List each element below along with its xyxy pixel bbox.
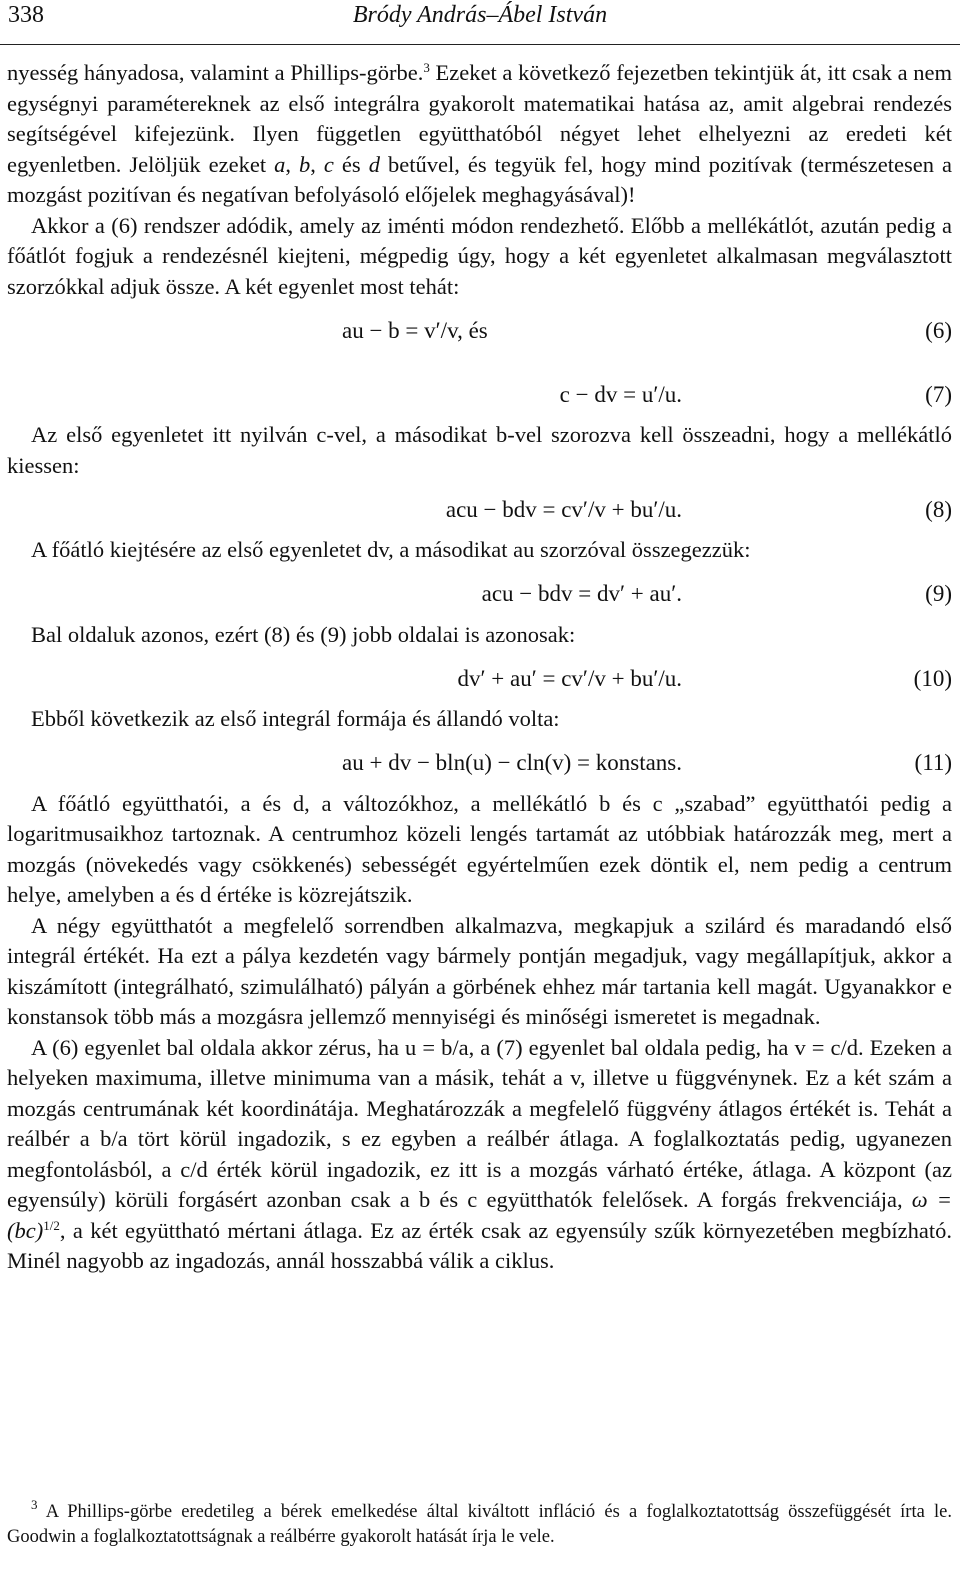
- omega-exponent: 1/2: [43, 1217, 60, 1233]
- footnote-text: A Phillips-görbe eredetileg a bérek emelkedése által kiváltott infláció és a foglalkoztatottság összefüggését írta le. Goodwin a foglalkoztatottságnak a reálbérre gyakorolt hatását írja le vele.: [7, 1502, 952, 1547]
- paragraph-4: A főátló kiejtésére az első egyenletet dv, a másodikat au szorzóval összegezzük:: [31, 537, 751, 562]
- paragraph-9-main: A (6) egyenlet bal oldala akkor zérus, ha u = b/a, a (7) egyenlet bal oldala pedig, ha v = c/d. Ezeken a helyeken maximuma, illetve minimuma van a másik, tehát a v, illetve u függvénynek. Ez a két szám a mozgás centrumának két koordinátája. Meghatározzák a megfelelő függvény átlagos értékét is. Tehát a reálbér a b/a tört körül ingadozik, s ez egyben a reálbér átlaga. A foglalkoztatás pedig, ugyanezen megfontolásból, a c/d érték körül ingadozik, ez itt is a mozgás várható értéke, átlaga. A központ (az egyensúly) körüli forgásért azonban csak a b és c együtthatók felelősek. A forgás frekvenciája,: [7, 1034, 952, 1212]
- paragraph-1-start: nyesség hányadosa, valamint a Phillips-görbe.: [7, 60, 424, 85]
- equation-6-formula: au − b = v′/v, és: [342, 317, 488, 343]
- equation-6: [7, 306, 952, 352]
- paragraph-7: A főátló együtthatói, a és d, a változókhoz, a mellékátló b és c „szabad” együtthatói pedig a logaritmusaikhoz tartoznak. A centrumhoz közeli lengés tartamát az utóbbiak határozzák meg, mert a mozgás (növekedés vagy csökkenés) sebességét egyértelműen ezek döntik el, nem pedig a centrum helye, amelyben a és d értéke is közrejátszik.: [7, 790, 952, 907]
- equation-9-formula: acu − bdv = dv′ + au′.: [481, 581, 682, 606]
- separator: ,: [310, 151, 324, 177]
- footnote-3: [7, 1497, 952, 1550]
- page-header: [0, 0, 960, 45]
- paragraph-1: [7, 58, 952, 211]
- var-a: a: [274, 151, 286, 177]
- paragraph-1-end: betűvel, és tegyük fel, hogy mind pozitívak (természetesen a mozgást pozitívan és negatívan befolyásoló előjelek meghagyásával)!: [7, 151, 952, 207]
- paragraph-2: Akkor a (6) rendszer adódik, amely az iménti módon rendezhető. Előbb a mellékátlót, azután pedig a főátlót fogjuk a rendezésnél kiejteni, mégpedig úgy, hogy a két egyenletet alkalmasan megválasztott szorzókkal adjuk össze. A két egyenlet most tehát:: [7, 212, 952, 299]
- conjunction: és: [333, 151, 369, 177]
- paragraph-1-mid: Ezeket a következő fejezetben tekintjük át, itt csak a nem egységnyi paramétereknek az első integrálra gyakorolt matematikai hatása az, amit algebrai rendezés segítségével kifejezünk. Ilyen független együtthatóból négyet lehet elhelyezni az eredeti két egyenletben. Jelöljük ezeket: [7, 60, 952, 177]
- separator: ,: [285, 151, 299, 177]
- running-head: Bródy András–Ábel István: [352, 2, 608, 28]
- equation-10-number: (10): [913, 665, 952, 691]
- equation-8-number: (8): [925, 496, 952, 522]
- equation-9-number: (9): [925, 581, 952, 606]
- var-b: b: [299, 151, 311, 177]
- paragraph-6: Ebből következik az első integrál formája és állandó volta:: [31, 706, 560, 731]
- equation-8-formula: acu − bdv = cv′/v + bu′/u.: [445, 496, 682, 522]
- equation-6-number: (6): [925, 317, 952, 343]
- equation-7: [7, 356, 952, 416]
- paragraph-9: [7, 1033, 952, 1277]
- footnote-mark: 3: [31, 1497, 38, 1512]
- paragraph-8: A négy együtthatót a megfelelő sorrendben alkalmazva, megkapjuk a szilárd és maradandó első integrál értékét. Ha ezt a pálya kezdetén vagy bármely pontján megadjuk, vagy megállapítjuk, akkor a kiszámított (integrálható, szimulálható) pályán a görbének ehhez már tartania kell magát. Ugyanakkor e konstansok több más a mozgásra jellemző mennyiségi és minőségi ismeretet is megadnak.: [7, 912, 952, 1029]
- equation-10-formula: dv′ + au′ = cv′/v + bu′/u.: [457, 665, 682, 691]
- omega-formula: ω = (bc): [7, 1187, 952, 1243]
- var-d: d: [368, 151, 380, 177]
- equation-11-formula: au + dv − bln(u) − cln(v) = konstans.: [342, 750, 682, 775]
- equation-7-number: (7): [925, 381, 952, 407]
- paragraph-3: Az első egyenletet itt nyilván c-vel, a másodikat b-vel szorozva kell összeadni, hogy a mellékátló kiessen:: [7, 422, 952, 478]
- paragraph-5: Bal oldaluk azonos, ezért (8) és (9) jobb oldalai is azonosak:: [31, 621, 576, 647]
- page-number: 338: [8, 2, 44, 28]
- equation-8: [7, 485, 952, 531]
- equation-11-number: (11): [914, 750, 952, 775]
- var-c: c: [323, 151, 334, 177]
- equation-9: [7, 570, 952, 616]
- body-text: [7, 58, 952, 1277]
- footnote-reference[interactable]: 3: [423, 60, 430, 75]
- equation-11: [7, 739, 952, 785]
- equation-10: [7, 654, 952, 700]
- equation-7-formula: c − dv = u′/u.: [559, 381, 682, 407]
- paragraph-9-end: , a két együttható mértani átlaga. Ez az érték csak az egyensúly szűk környezetében megbízható. Minél nagyobb az ingadozás, annál hosszabbá válik a ciklus.: [7, 1217, 952, 1273]
- footnotes: [7, 1497, 952, 1550]
